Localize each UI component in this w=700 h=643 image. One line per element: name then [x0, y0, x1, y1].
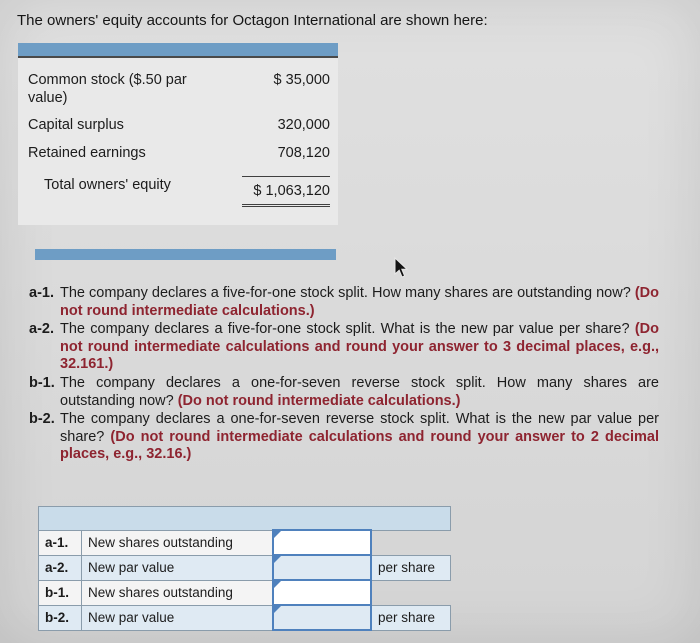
- answer-row-b1: [39, 580, 451, 605]
- question-b2: [29, 411, 659, 464]
- answer-row-label: b-2.: [39, 605, 82, 630]
- answer-row-label: b-1.: [39, 580, 82, 605]
- question-text-bold: (Do not round intermediate calculations.): [177, 392, 461, 409]
- question-label: b-2.: [29, 411, 55, 428]
- answer-row-a1: [39, 530, 451, 555]
- equity-row-value: 320,000: [277, 117, 330, 133]
- question-text: [60, 285, 659, 320]
- question-b1: [29, 375, 659, 410]
- answer-row-a2: [39, 555, 451, 580]
- answer-row-suffix: per share: [371, 605, 451, 630]
- equity-row: [28, 116, 330, 134]
- answer-row-suffix: [371, 530, 451, 555]
- answer-input-a1[interactable]: [274, 531, 370, 554]
- answer-row-desc: New shares outstanding: [82, 530, 274, 555]
- answer-input-cell[interactable]: [273, 605, 371, 630]
- question-text-normal: The company declares a one-for-seven reverse stock split. How many shares are outstanding now?: [60, 374, 659, 409]
- answer-table-header: [39, 507, 451, 531]
- equity-row-value: $ 35,000: [273, 72, 330, 88]
- equity-total-value: $ 1,063,120: [242, 176, 330, 207]
- equity-row-label: Retained earnings: [28, 145, 146, 161]
- question-label: a-1.: [29, 285, 54, 301]
- answer-row-suffix: [371, 580, 451, 605]
- question-a1: [29, 285, 659, 320]
- question-text: [60, 411, 659, 464]
- answer-input-b2[interactable]: [274, 606, 370, 629]
- problem-intro: The owners' equity accounts for Octagon International are shown here:: [17, 12, 488, 29]
- equity-row-value: 708,120: [277, 145, 330, 161]
- equity-table-body: [18, 58, 338, 225]
- question-a2: [29, 321, 659, 374]
- input-marker-icon: [274, 606, 281, 613]
- answer-input-a2[interactable]: [274, 556, 370, 579]
- answer-input-b1[interactable]: [274, 581, 370, 604]
- table-top-bar: [18, 43, 338, 58]
- answer-input-cell[interactable]: [273, 530, 371, 555]
- mouse-cursor-icon: [394, 257, 409, 279]
- equity-row-label: Common stock ($.50 par value): [28, 72, 187, 106]
- question-text: [60, 375, 659, 410]
- equity-row: [28, 144, 330, 162]
- equity-total-row: [28, 176, 330, 207]
- answer-row-b2: [39, 605, 451, 630]
- answer-row-label: a-1.: [39, 530, 82, 555]
- answer-row-desc: New par value: [82, 555, 274, 580]
- answer-row-desc: New par value: [82, 605, 274, 630]
- equity-table: [18, 43, 338, 225]
- question-label: b-1.: [29, 374, 55, 391]
- question-label: a-2.: [29, 321, 54, 338]
- question-text-normal: The company declares a five-for-one stock split. How many shares are outstanding now?: [60, 285, 631, 301]
- input-marker-icon: [274, 556, 281, 563]
- answer-row-desc: New shares outstanding: [82, 580, 274, 605]
- equity-row-label: Capital surplus: [28, 117, 124, 133]
- input-marker-icon: [274, 581, 281, 588]
- answer-input-cell[interactable]: [273, 580, 371, 605]
- equity-row: [28, 71, 330, 107]
- question-text: [60, 321, 659, 374]
- question-text-bold: (Do not round intermediate calculations.): [60, 285, 659, 319]
- equity-total-label: Total owners' equity: [44, 177, 171, 193]
- question-text-bold: (Do not round intermediate calculations and round your answer to 2 decimal places, e.g., 32.16.): [60, 428, 660, 463]
- question-list: [29, 285, 659, 465]
- question-text-normal: The company declares a one-for-seven reverse stock split. What is the new par value per share?: [60, 411, 659, 445]
- input-marker-icon: [274, 531, 281, 538]
- answer-input-cell[interactable]: [273, 555, 371, 580]
- question-text-normal: The company declares a five-for-one stock split. What is the new par value per share?: [60, 321, 630, 338]
- answer-row-label: a-2.: [39, 555, 82, 580]
- answer-table: [38, 506, 451, 631]
- table-bottom-bar: [35, 249, 336, 260]
- question-text-bold: (Do not round intermediate calculations and round your answer to 3 decimal places, e.g., 32.161.): [60, 321, 659, 373]
- answer-row-suffix: per share: [371, 555, 451, 580]
